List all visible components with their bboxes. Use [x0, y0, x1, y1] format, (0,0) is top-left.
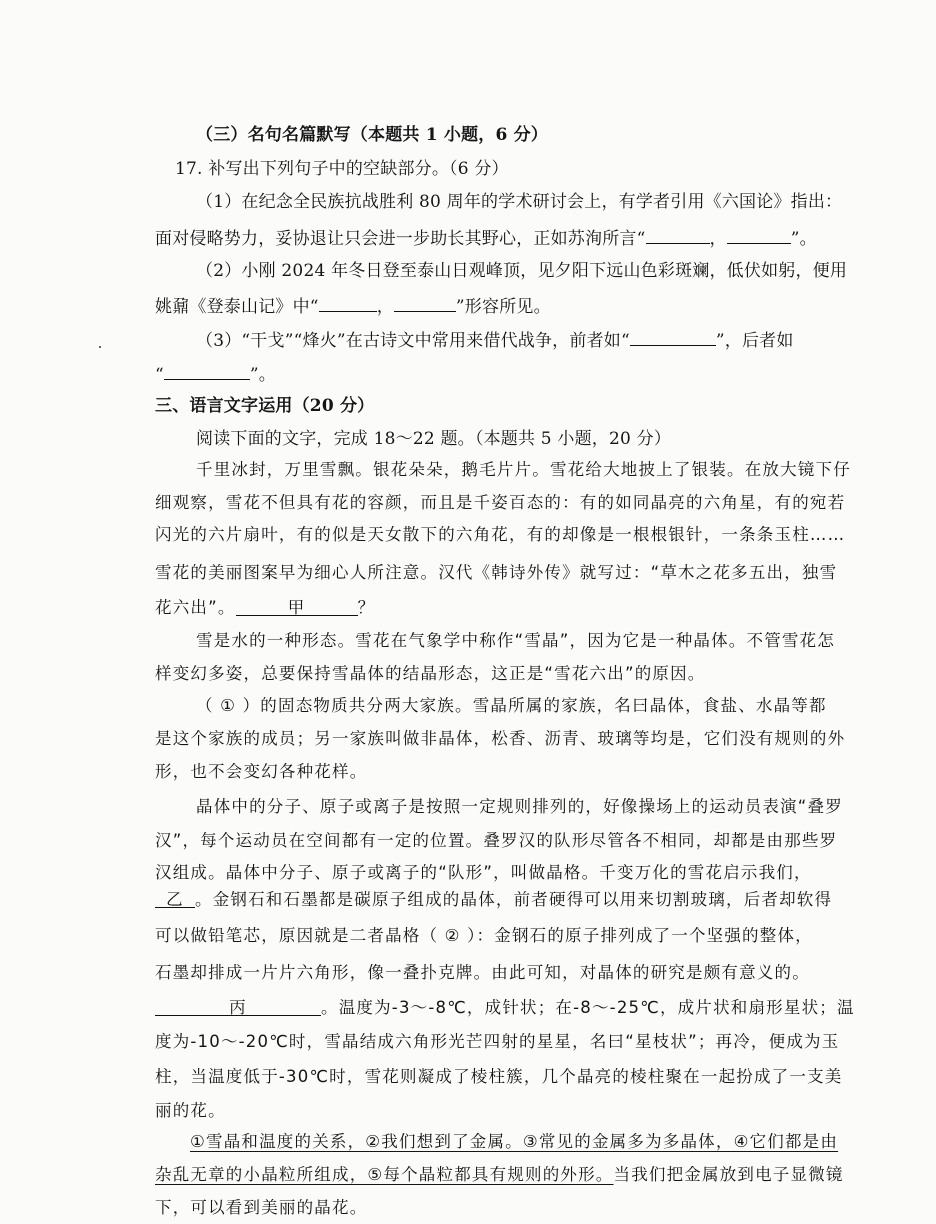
passage-line: 丙 。温度为-3～-8℃，成针状；在-8～-25℃，成片状和扇形星状；温 — [155, 997, 855, 1019]
passage-line: 下，可以看到美丽的晶花。 — [155, 1198, 368, 1217]
q17-part1-line2: 面对侵略势力，妥协退让只会进一步助长其野心，正如苏洵所言“ ， ”。 — [155, 225, 817, 250]
answer-blank[interactable] — [630, 327, 716, 346]
blank-yi[interactable]: 乙 — [155, 889, 195, 908]
passage-line: 样变幻多姿，总要保持雪晶体的结晶形态，这正是“雪花六出”的原因。 — [155, 664, 706, 683]
passage-line: 丽的花。 — [155, 1101, 226, 1120]
blank-bing[interactable]: 丙 — [155, 997, 321, 1016]
section-heading-famous-lines: （三）名句名篇默写（本题共 1 小题，6 分） — [196, 125, 549, 145]
section-heading-language-use: 三、语言文字运用（20 分） — [155, 396, 375, 416]
underlined-sentence-line: ①雪晶和温度的关系，②我们想到了金属。③常见的金属多为多晶体，④它们都是由 — [190, 1132, 839, 1151]
passage-line: 雪花的美丽图案早为细心人所注意。汉代《韩诗外传》就写过：“草木之花多五出，独雪 — [155, 563, 838, 582]
answer-blank[interactable] — [727, 225, 791, 244]
passage-line: 闪光的六片扇叶，有的似是天女散下的六角花，有的却像是一根根银针，一条条玉柱…… — [155, 525, 846, 544]
passage-line: 是这个家族的成员；另一家族叫做非晶体，松香、沥青、玻璃等均是，它们没有规则的外 — [155, 729, 846, 748]
passage-line: 乙 。金钢石和石墨都是碳原子组成的晶体，前者硬得可以用来切割玻璃，后者却软得 — [155, 889, 832, 911]
answer-blank[interactable] — [164, 361, 250, 380]
q17-part3-line2: “ ”。 — [155, 361, 276, 386]
passage-line: （ ① ）的固态物质共分两大家族。雪晶所属的家族，名曰晶体，食盐、水晶等都 — [196, 696, 827, 715]
reading-instructions: 阅读下面的文字，完成 18～22 题。（本题共 5 小题，20 分） — [196, 429, 672, 449]
blank-jia[interactable]: 甲 — [236, 597, 358, 616]
passage-line: 花六出”。 甲 ？ — [155, 598, 376, 617]
q17-part2-line1: （2）小刚 2024 年冬日登至泰山日观峰顶，见夕阳下远山色彩斑斓，低伏如躬，便用 — [196, 261, 848, 281]
q17-part1-line1: （1）在纪念全民族抗战胜利 80 周年的学术研讨会上，有学者引用《六国论》指出： — [196, 192, 843, 212]
blank-2[interactable]: ② — [444, 926, 461, 945]
passage-line: 汉”，每个运动员在空间都有一定的位置。叠罗汉的队形尽管各不相同，却都是由那些罗 — [155, 831, 838, 850]
answer-blank[interactable] — [319, 293, 377, 312]
answer-blank[interactable] — [646, 225, 710, 244]
answer-blank[interactable] — [394, 293, 456, 312]
q17-part2-line2: 姚鼐《登泰山记》中“ ， ”形容所见。 — [155, 293, 551, 318]
passage-line: 细观察，雪花不但具有花的容颜，而且是千姿百态的：有的如同晶亮的六角星，有的宛若 — [155, 493, 846, 512]
underlined-sentence-line: 杂乱无章的小晶粒所组成，⑤每个晶粒都具有规则的外形。当我们把金属放到电子显微镜 — [155, 1165, 844, 1184]
blank-1[interactable]: ① — [220, 696, 237, 715]
passage-line: 雪是水的一种形态。雪花在气象学中称作“雪晶”，因为它是一种晶体。不管雪花怎 — [196, 631, 835, 650]
scan-speck — [99, 346, 101, 348]
passage-line: 度为-10～-20℃时，雪晶结成六角形光芒四射的星星，名曰“星枝状”；再冷，便成为玉 — [155, 1032, 840, 1051]
q17-part3-line1: （3）“干戈”“烽火”在古诗文中常用来借代战争，前者如“ ”，后者如 — [196, 327, 794, 352]
passage-line: 形，也不会变幻各种花样。 — [155, 762, 368, 781]
question-17-stem: 17. 补写出下列句子中的空缺部分。（6 分） — [175, 159, 509, 179]
passage-line: 柱，当温度低于-30℃时，雪花则凝成了棱柱簇，几个晶亮的棱柱聚在一起扮成了一支美 — [155, 1067, 843, 1086]
passage-line: 可以做铅笔芯，原因就是二者晶格（ ② ）：金钢石的原子排列成了一个坚强的整体， — [155, 926, 813, 945]
passage-line: 晶体中的分子、原子或离子是按照一定规则排列的，好像操场上的运动员表演“叠罗 — [196, 797, 843, 816]
passage-line: 石墨却排成一片片六角形，像一叠扑克牌。由此可知，对晶体的研究是颇有意义的。 — [155, 963, 810, 982]
passage-line: 汉组成。晶体中分子、原子或离子的“队形”，叫做晶格。千变万化的雪花启示我们， — [155, 863, 812, 882]
passage-line: 千里冰封，万里雪飘。银花朵朵，鹅毛片片。雪花给大地披上了银装。在放大镜下仔 — [196, 460, 851, 479]
